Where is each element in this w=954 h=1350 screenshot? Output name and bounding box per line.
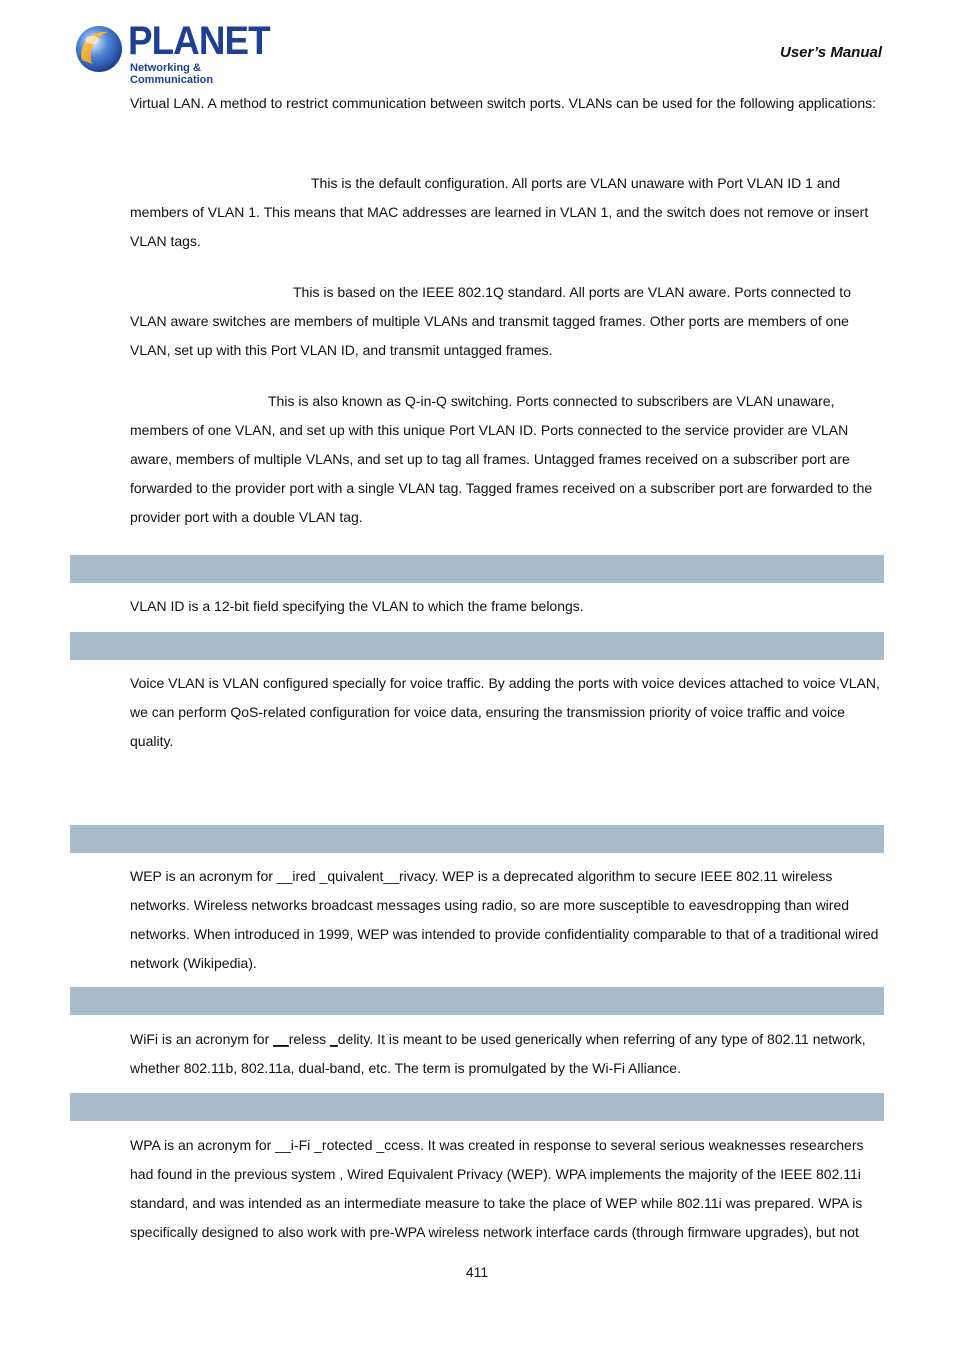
logo-wordmark: PLANET — [128, 19, 270, 63]
page-number: 411 — [465, 1264, 489, 1280]
wifi-underscore-1: __ — [273, 1031, 289, 1047]
vlan-definition: Virtual LAN. A method to restrict communication between switch ports. VLANs can be used for the following applications: — [130, 95, 877, 111]
users-manual-label: User’s Manual — [780, 44, 882, 61]
globe-icon — [74, 24, 124, 74]
vid-description: VLAN ID is a 12-bit field specifying the VLAN to which the frame belongs. — [130, 598, 584, 614]
section-bar-voice-vlan — [70, 632, 884, 660]
vlan-mode-aware: This is based on the IEEE 802.1Q standard. All ports are VLAN aware. Ports connected to VLAN aware switches are members of multiple VLANs and transmit tagged frames. Other ports are members of one VLAN, set up with this Port VLAN ID, and transmit untagged frames. — [130, 284, 851, 358]
wifi-text-2: reless — [288, 1031, 330, 1047]
section-bar-wifi — [70, 987, 884, 1015]
section-bar-wep — [70, 825, 884, 853]
logo-tagline: Networking & Communication — [130, 62, 214, 86]
vlan-mode-qinq: This is also known as Q-in-Q switching. Ports connected to subscribers are VLAN unaware, members of one VLAN, and set up with this unique Port VLAN ID. Ports connected to the service provider are VLAN aware, members of multiple VLANs, and set up to tag all frames. Untagged frames received on a subscriber port are forwarded to the provider port with a single VLAN tag. Tagged frames received on a subscriber port are forwarded to the provider port with a double VLAN tag. — [130, 393, 873, 525]
wep-description: WEP is an acronym for __ired _quivalent__rivacy. WEP is a deprecated algorithm to secure IEEE 802.11 wireless networks. Wireless networks broadcast messages using radio, so are more susceptible to eavesdropping than wired networks. When introduced in 1999, WEP was intended to provide confidentiality comparable to that of a traditional wired network (Wikipedia). — [130, 868, 879, 971]
wifi-text-3: delity. It is meant to be used generically when referring of any type of 802.11 network, whether 802.11b, 802.11a, dual-band, etc. The term is promulgated by the Wi-Fi Alliance. — [130, 1031, 866, 1076]
voice-vlan-description: Voice VLAN is VLAN configured specially for voice traffic. By adding the ports with voice devices attached to voice VLAN, we can perform QoS-related configuration for voice data, ensuring the transmission priority of voice traffic and voice quality. — [130, 675, 880, 749]
vlan-mode-unaware: This is the default configuration. All ports are VLAN unaware with Port VLAN ID 1 and members of VLAN 1. This means that MAC addresses are learned in VLAN 1, and the switch does not remove or insert VLAN tags. — [130, 175, 869, 249]
planet-logo — [74, 19, 274, 86]
wifi-underscore-2: _ — [329, 1031, 338, 1047]
section-bar-wpa — [70, 1093, 884, 1121]
wifi-text-1: WiFi is an acronym for — [130, 1031, 274, 1047]
wifi-description — [130, 1025, 886, 1083]
section-bar-vid — [70, 555, 884, 583]
wpa-description: WPA is an acronym for __i-Fi _rotected _ccess. It was created in response to several serious weaknesses researchers had found in the previous system , Wired Equivalent Privacy (WEP). WPA implements the majority of the IEEE 802.11i standard, and was intended as an intermediate measure to take the place of WEP while 802.11i was prepared. WPA is specifically designed to also work with pre-WPA wireless network interface cards (through firmware upgrades), but not — [130, 1137, 864, 1240]
